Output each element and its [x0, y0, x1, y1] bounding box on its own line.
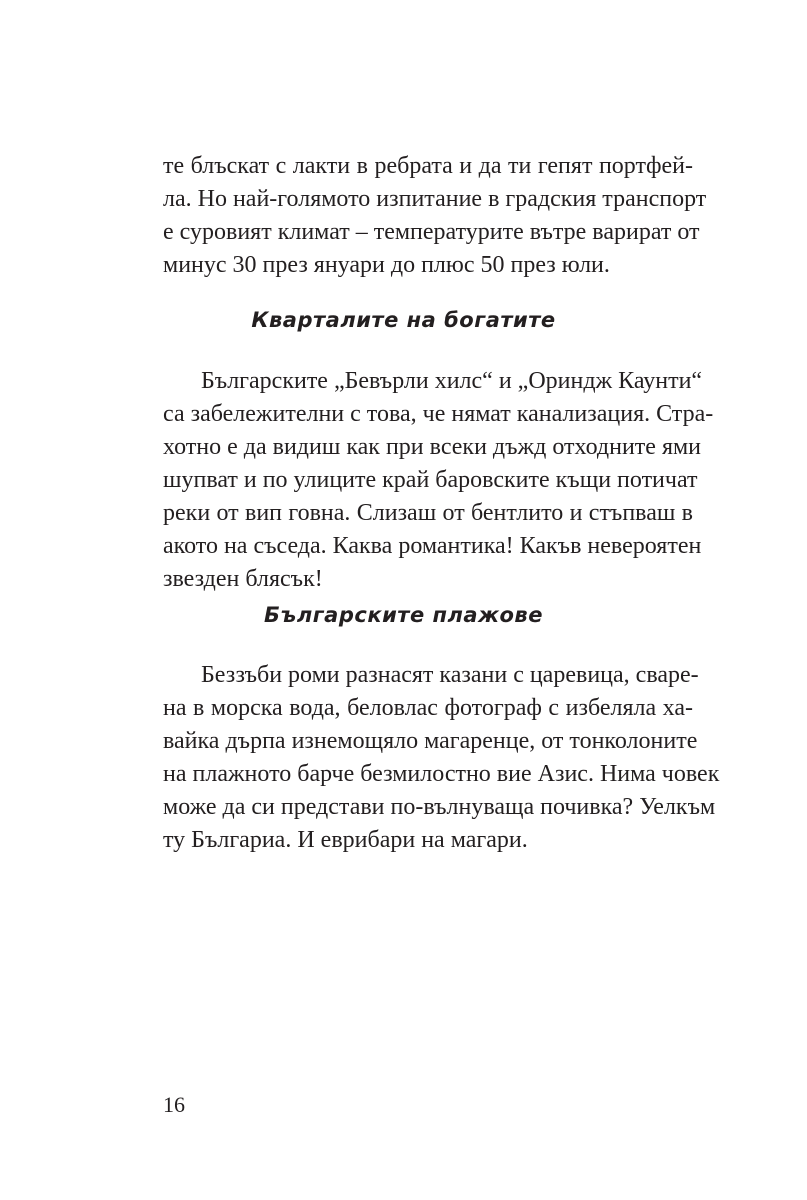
text-line: ла. Но най-голямото изпитание в градския транспорт [163, 186, 707, 212]
section-paragraph [163, 365, 714, 596]
text-line: вайка дърпа изнемощяло магаренце, от тонколоните [163, 728, 698, 754]
text-line: минус 30 през януари до плюс 50 през юли. [163, 252, 610, 278]
section-heading: Кварталите на богатите [251, 308, 556, 332]
text-line: са забележителни с това, че нямат канализация. Стра- [163, 401, 714, 427]
text-line: Беззъби роми разнасят казани с царевица, сваре- [201, 662, 699, 688]
page-number: 16 [163, 1092, 185, 1117]
text-line: звезден блясък! [163, 566, 323, 592]
text-line: те блъскат с лакти в ребрата и да ти гепят портфей- [163, 153, 693, 179]
text-line: е суровият климат – температурите вътре варират от [163, 219, 700, 245]
text-line: шупват и по улиците край баровските къщи потичат [163, 467, 698, 493]
section-paragraph [163, 659, 720, 857]
text-line: на в морска вода, беловлас фотограф с избеляла ха- [163, 695, 693, 721]
text-line: хотно е да видиш как при всеки дъжд отходните ями [163, 434, 702, 460]
text-line: акото на съседа. Каква романтика! Какъв невероятен [163, 533, 702, 559]
section-heading: Българските плажове [264, 603, 543, 627]
text-line: може да си представи по-вълнуваща почивка? Уелкъм [163, 794, 716, 820]
intro-paragraph [163, 150, 707, 282]
text-line: на плажното барче безмилостно вие Азис. Нима човек [163, 761, 720, 787]
text-line: реки от вип говна. Слизаш от бентлито и стъпваш в [163, 500, 693, 526]
text-line: ту Българиа. И еврибари на магари. [163, 827, 528, 853]
text-line: Българските „Бевърли хилс“ и „Ориндж Каунти“ [201, 368, 703, 394]
